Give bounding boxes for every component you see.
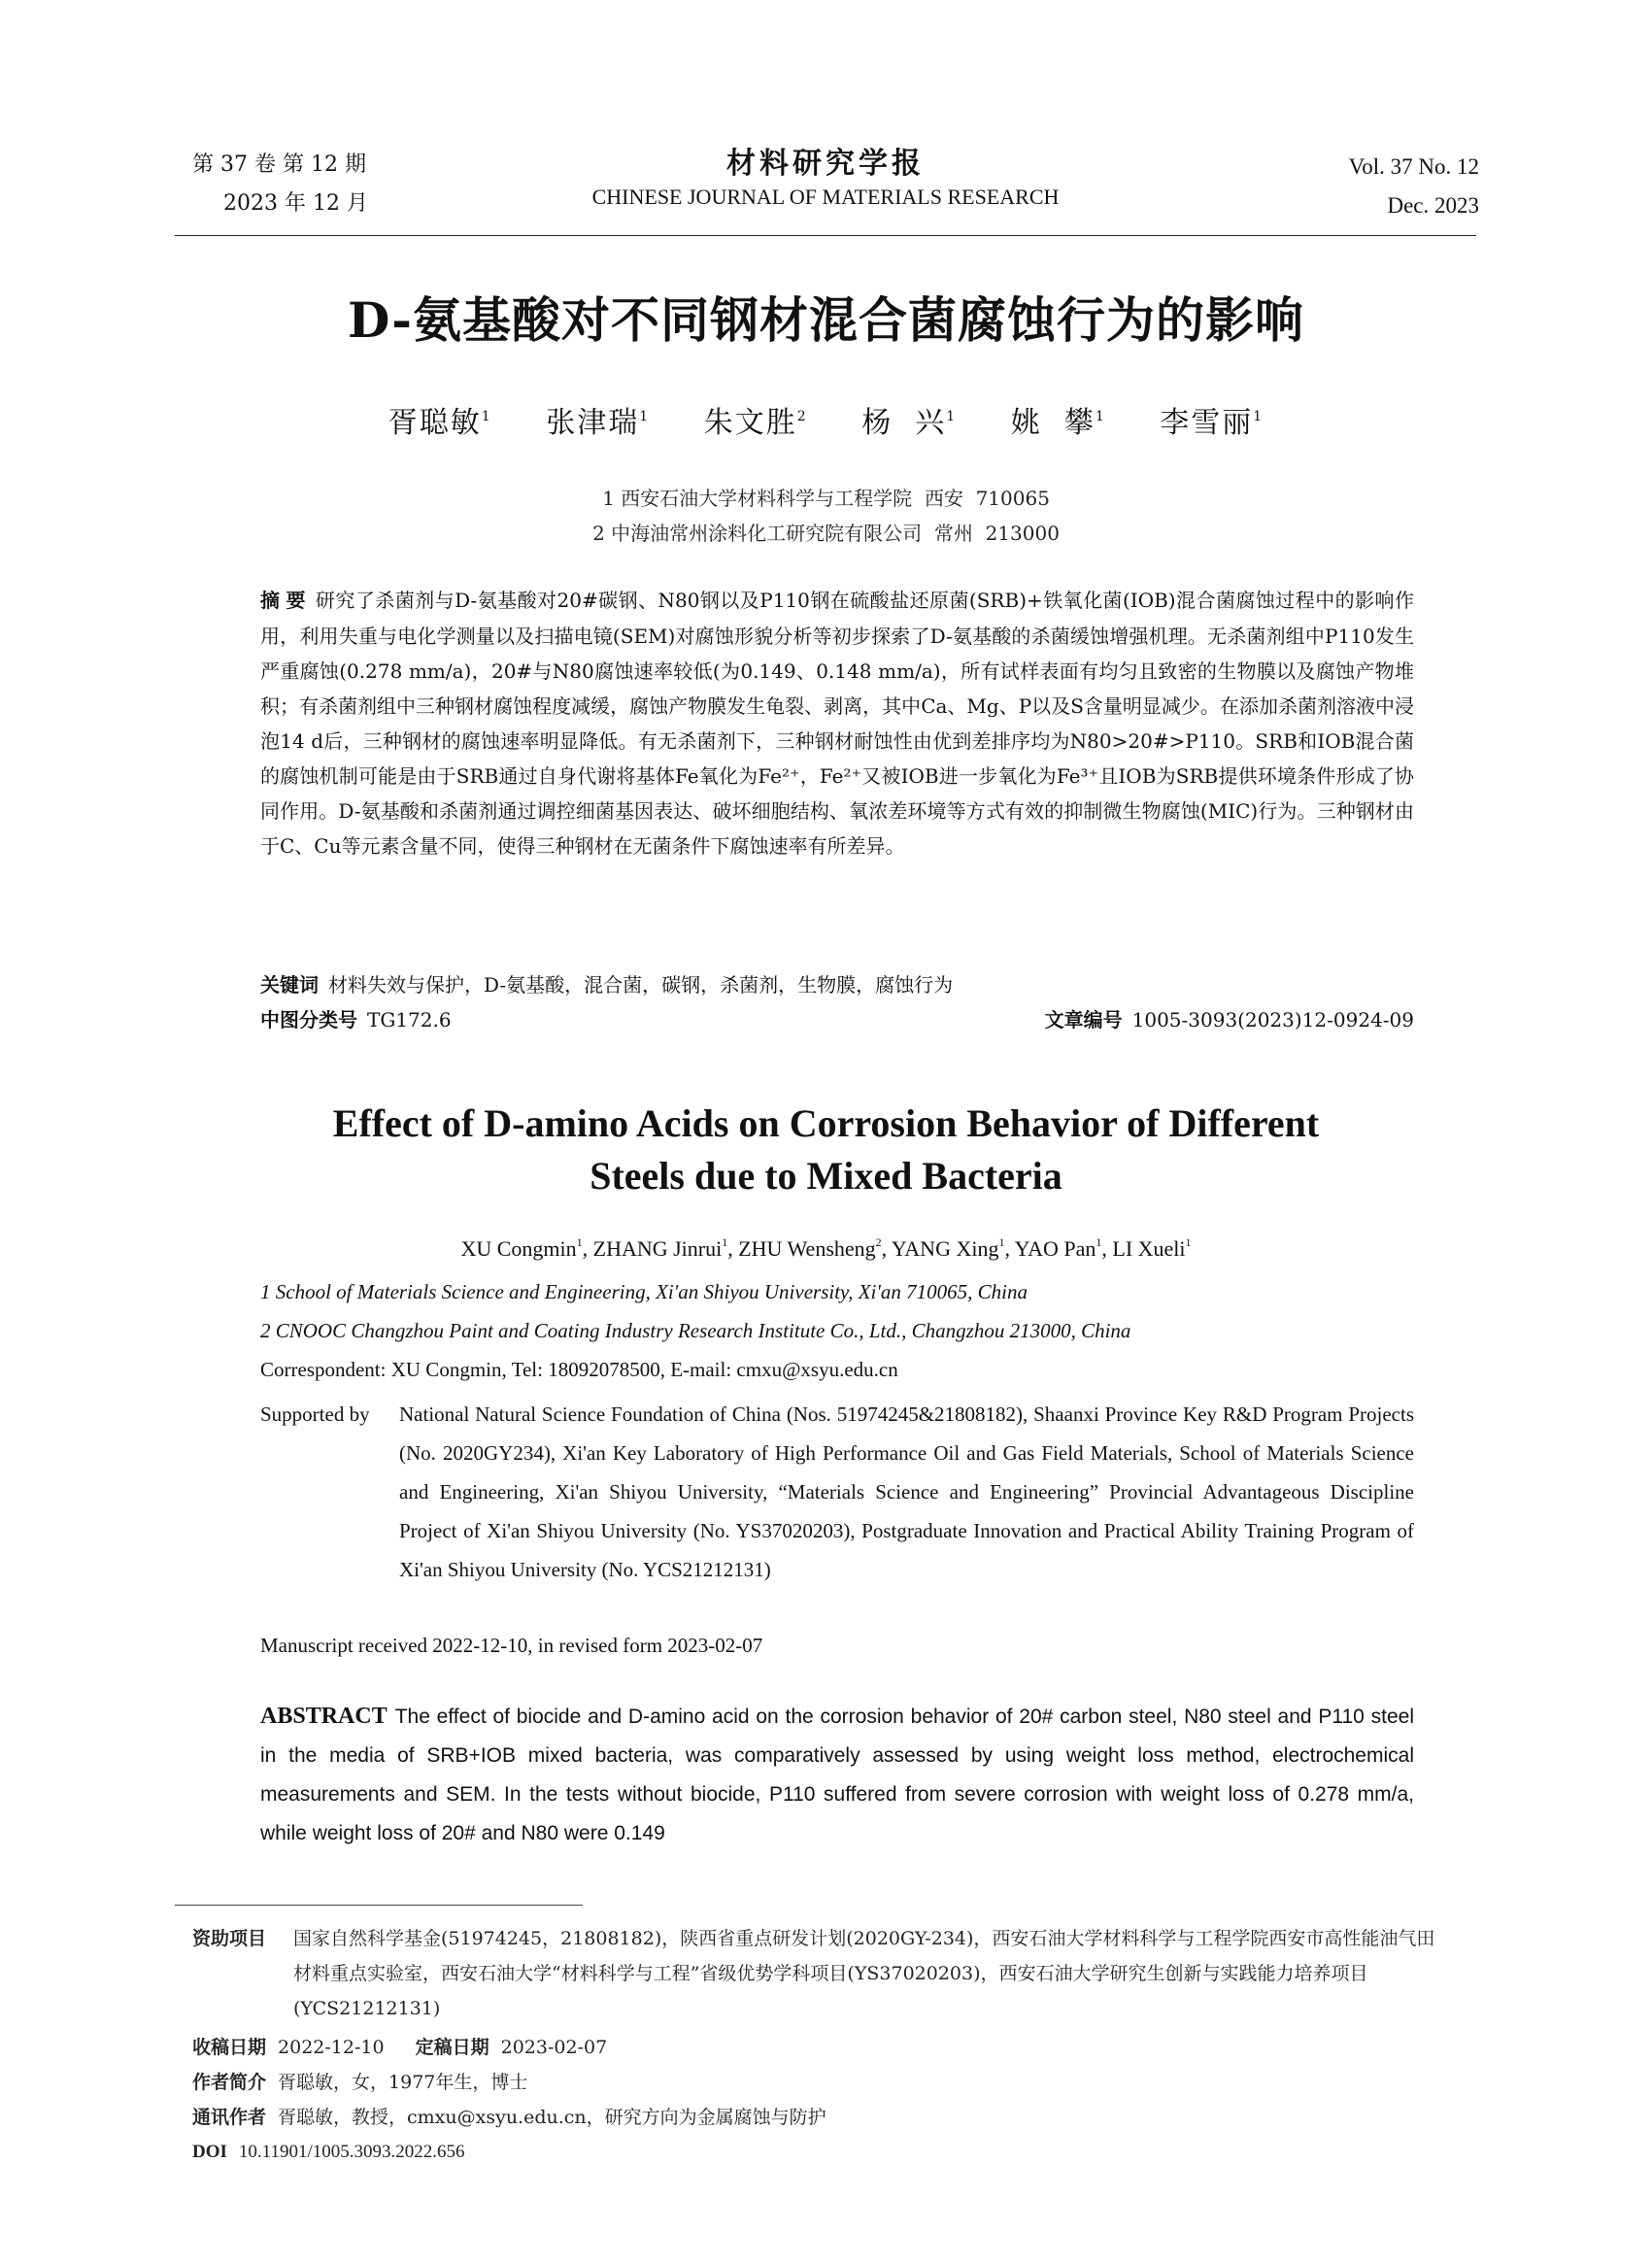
author-en: YAO Pan$^1$ <box>1014 1235 1102 1261</box>
supported-by-label: Supported by <box>260 1402 370 1426</box>
volume-issue-cn: 第 37 卷 第 12 期 <box>192 152 366 177</box>
abstract-en <box>260 1697 1414 1853</box>
date-cn: 2023 年 12 月 <box>223 191 368 216</box>
fund-text: 国家自然科学基金(51974245，21808182)，陕西省重点研发计划(2020GY-234)，西安石油大学材料科学与工程学院西安市高性能油气田材料重点实验室，西安石油大学“材料科学与工程”省级优势学科项目(YS37020203)，西安石油大学研究生创新与实践能力培养项目(YCS21212131) <box>293 1928 1435 2019</box>
final-date: 2023-02-07 <box>500 2037 608 2058</box>
footnote-dates <box>192 2030 1435 2066</box>
affiliation-cn-1: 1 西安石油大学材料科学与工程学院 西安 710065 <box>602 487 1050 510</box>
abstract-cn <box>260 583 1414 863</box>
paper-title-en <box>0 1098 1652 1202</box>
author-cn: 姚 攀$^1$ <box>1010 406 1106 440</box>
author-en: LI Xueli$^1$ <box>1112 1235 1192 1261</box>
keywords-cn <box>260 967 1414 1003</box>
affiliation-en-1: 1 School of Materials Science and Engineering, Xi'an Shiyou University, Xi'an 710065, China <box>260 1280 1028 1303</box>
received-date: 2022-12-10 <box>278 2037 385 2058</box>
header-rule <box>175 235 1476 236</box>
author-en: ZHU Wensheng$^2$ <box>738 1235 882 1261</box>
article-no-value: 1005-3093(2023)12-0924-09 <box>1131 1008 1414 1031</box>
affiliations-cn <box>0 481 1652 551</box>
clc-label: 中图分类号 <box>260 1010 357 1031</box>
abstract-cn-text: 研究了杀菌剂与D-氨基酸对20#碳钢、N80钢以及P110钢在硫酸盐还原菌(SRB)+铁氧化菌(IOB)混合菌腐蚀过程中的影响作用，利用失重与电化学测量以及扫描电镜(SEM)对腐蚀形貌分析等初步探索了D-氨基酸的杀菌缓蚀增强机理。无杀菌剂组中P110发生严重腐蚀(0.278 mm/a)，20#与N80腐蚀速率较低(为0.149、0.148 mm/a)，所有试样表面有均匀且致密的生物膜以及腐蚀产物堆积；有杀菌剂组中三种钢材腐蚀程度减缓，腐蚀产物膜发生龟裂、剥离，其中Ca、Mg、P以及S含量明显减少。在添加杀菌剂溶液中浸泡14 d后，三种钢材的腐蚀速率明显降低。有无杀菌剂下，三种钢材耐蚀性由优到差排序均为N80>20#>P110。SRB和IOB混合菌的腐蚀机制可能是由于SRB通过自身代谢将基体Fe氧化为Fe²⁺，Fe²⁺又被IOB进一步氧化为Fe³⁺且IOB为SRB提供环境条件形成了协同作用。D-氨基酸和杀菌剂通过调控细菌基因表达、破坏细胞结构、氧浓差环境等方式有效的抑制微生物腐蚀(MIC)行为。三种钢材由于C、Cu等元素含量不同，使得三种钢材在无菌条件下腐蚀速率有所差异。 <box>260 589 1415 858</box>
affiliation-cn-2: 2 中海油常州涂料化工研究院有限公司 常州 213000 <box>592 522 1060 545</box>
classification-row <box>260 1002 1414 1038</box>
correspondent-en: Correspondent: XU Congmin, Tel: 18092078500, E-mail: cmxu@xsyu.edu.cn <box>260 1358 898 1381</box>
issue-info <box>192 146 368 223</box>
journal-name <box>486 146 1165 212</box>
footnote-doi <box>192 2135 1435 2170</box>
corr-text: 胥聪敏，教授，cmxu@xsyu.edu.cn，研究方向为金属腐蚀与防护 <box>278 2107 826 2128</box>
author-en: XU Congmin$^1$ <box>460 1235 583 1261</box>
author-en: ZHANG Jinrui$^1$ <box>592 1235 728 1261</box>
affiliation-en-2: 2 CNOOC Changzhou Paint and Coating Industry Research Institute Co., Ltd., Changzhou 213000, China <box>260 1319 1131 1342</box>
author-list-cn <box>0 398 1652 441</box>
footnote-rule <box>175 1905 583 1906</box>
keywords-cn-text: 材料失效与保护，D-氨基酸，混合菌，碳钢，杀菌剂，生物膜，腐蚀行为 <box>328 973 954 997</box>
paper-title-en-line1: Effect of D-amino Acids on Corrosion Behavior of Different <box>332 1101 1320 1145</box>
volume-info-en <box>1349 148 1479 225</box>
funding-en <box>260 1395 1414 1589</box>
manuscript-dates-en: Manuscript received 2022-12-10, in revised form 2023-02-07 <box>260 1634 763 1657</box>
paper-title-en-line2: Steels due to Mixed Bacteria <box>590 1154 1062 1198</box>
volume-issue-en: Vol. 37 No. 12 <box>1348 154 1479 179</box>
author-en: YANG Xing$^1$ <box>891 1235 1005 1261</box>
abstract-en-label: ABSTRACT <box>260 1704 388 1729</box>
abstract-cn-label: 摘 要 <box>260 591 306 612</box>
date-en: Dec. 2023 <box>1387 193 1479 218</box>
author-bio-text: 胥聪敏，女，1977年生，博士 <box>278 2072 528 2093</box>
author-cn: 朱文胜$^2$ <box>703 406 808 440</box>
journal-name-cn: 材料研究学报 <box>726 147 925 181</box>
author-list-en: XU Congmin$^1$, ZHANG Jinrui$^1$, ZHU Wensheng$^2$, YANG Xing$^1$, YAO Pan$^1$, LI Xueli$^1$ <box>460 1235 1192 1261</box>
author-cn: 胥聪敏$^1$ <box>388 406 492 440</box>
article-no-label: 文章编号 <box>1044 1010 1123 1031</box>
author-cn: 张津瑞$^1$ <box>546 406 651 440</box>
fund-label: 资助项目 <box>192 1929 267 1949</box>
author-cn: 李雪丽$^1$ <box>1160 406 1264 440</box>
footnote-author-bio <box>192 2065 1435 2101</box>
author-cn: 杨 兴$^1$ <box>861 406 958 440</box>
corr-label: 通讯作者 <box>192 2108 267 2128</box>
journal-name-en: CHINESE JOURNAL OF MATERIALS RESEARCH <box>591 185 1060 209</box>
abstract-en-text: The effect of biocide and D-amino acid on the corrosion behavior of 20# carbon steel, N80 steel and P110 steel in the media of SRB+IOB mixed bacteria, was comparatively assessed by using weight loss method, electrochemical measurements and SEM. In the tests without biocide, P110 suffered from severe corrosion with weight loss of 0.278 mm/a, while weight loss of 20# and N80 were 0.149 <box>260 1706 1414 1844</box>
doi-value: 10.11901/1005.3093.2022.656 <box>238 2142 465 2162</box>
paper-title-cn: D-氨基酸对不同钢材混合菌腐蚀行为的影响 <box>347 291 1305 349</box>
footnote-funding <box>192 1921 1435 2026</box>
final-label: 定稿日期 <box>415 2038 489 2058</box>
clc-value: TG172.6 <box>367 1008 452 1031</box>
author-bio-label: 作者简介 <box>192 2073 267 2093</box>
doi-label: DOI <box>192 2142 227 2162</box>
footnote-corresponding <box>192 2100 1435 2136</box>
supported-by-text: National Natural Science Foundation of China (Nos. 51974245&21808182), Shaanxi Province Key R&D Program Projects (No. 2020GY234), Xi'an Key Laboratory of High Performance Oil and Gas Field Materials, School of Materials Science and Engineering, Xi'an Shiyou University, “Materials Science and Engineering” Provincial Advantageous Discipline Project of Xi'an Shiyou University (No. YS37020203), Postgraduate Innovation and Practical Ability Training Program of Xi'an Shiyou University (No. YCS21212131) <box>399 1402 1414 1581</box>
received-label: 收稿日期 <box>192 2038 267 2058</box>
keywords-cn-label: 关键词 <box>260 975 319 997</box>
